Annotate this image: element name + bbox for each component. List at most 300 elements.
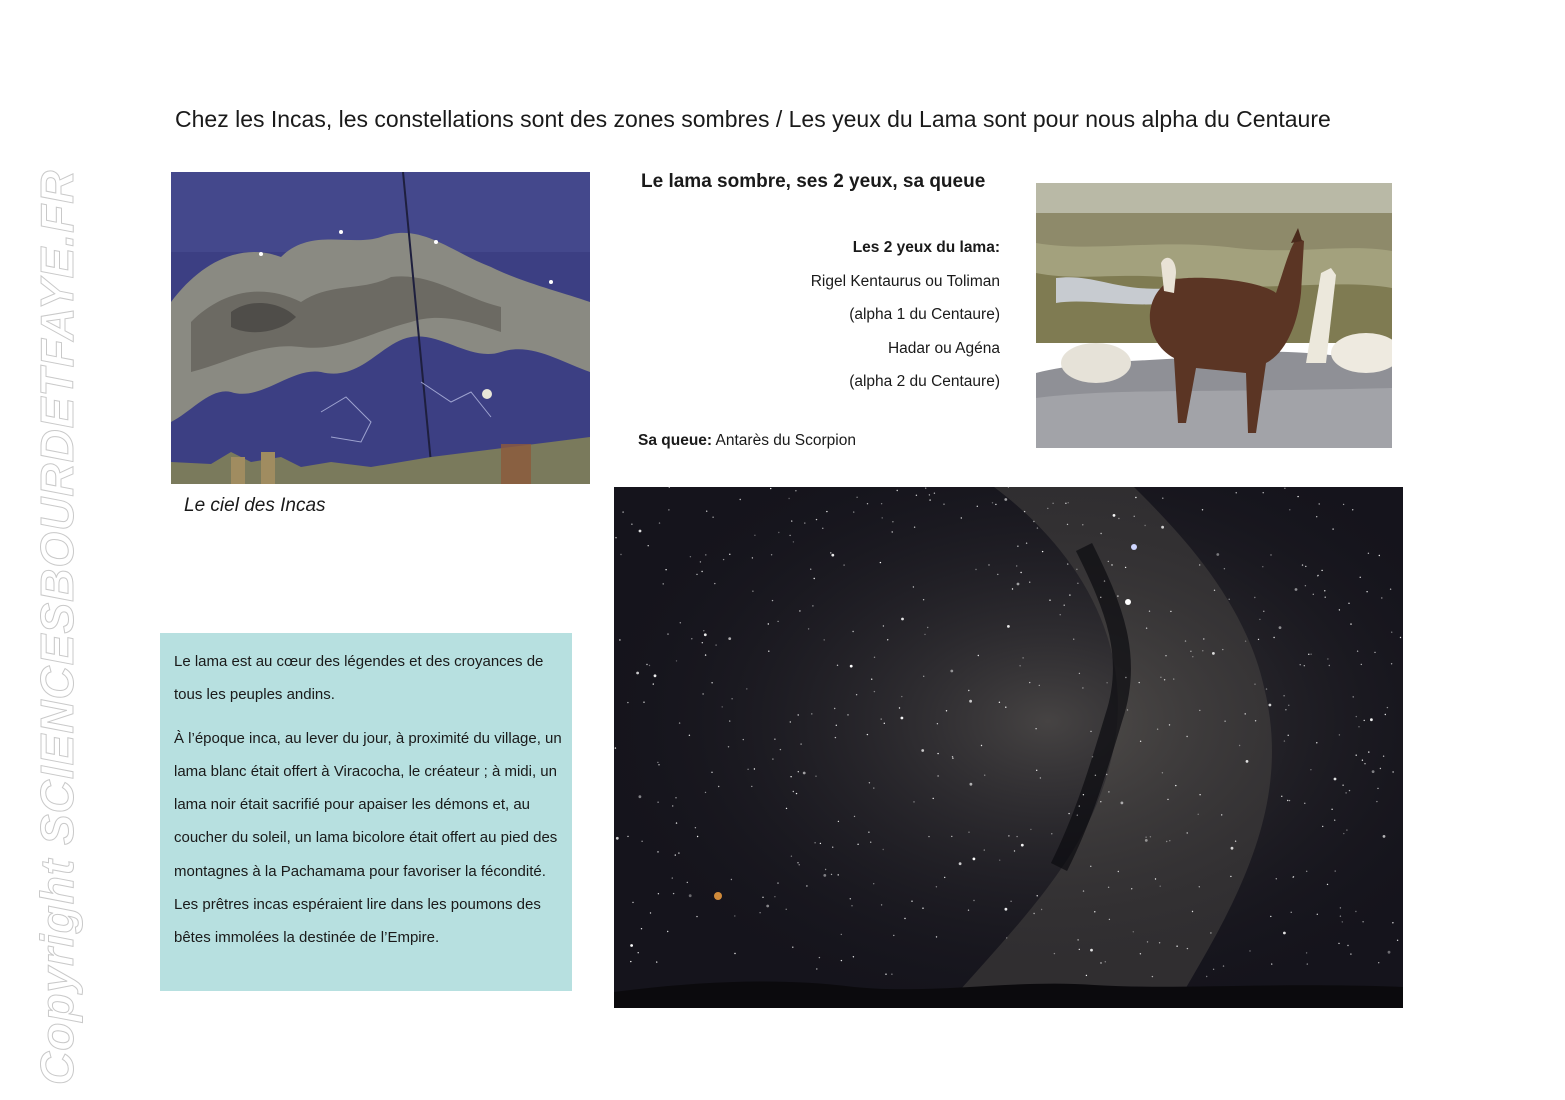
star <box>657 762 658 763</box>
star <box>1273 637 1274 638</box>
star <box>951 836 952 837</box>
star <box>1140 953 1141 954</box>
star <box>973 858 976 861</box>
star <box>1079 949 1080 950</box>
star <box>934 493 935 494</box>
star <box>929 494 930 495</box>
star <box>1104 580 1105 581</box>
star <box>1339 734 1340 735</box>
star <box>1145 839 1148 842</box>
star <box>928 836 929 837</box>
star <box>659 522 660 523</box>
star <box>1169 724 1170 725</box>
star <box>1157 729 1158 730</box>
star <box>1346 829 1347 830</box>
star <box>869 782 870 783</box>
star <box>978 655 979 656</box>
star <box>831 554 834 557</box>
star <box>1037 895 1038 896</box>
page-title: Chez les Incas, les constellations sont des zones sombres / Les yeux du Lama sont pour nous alpha du Centaure <box>175 106 1331 132</box>
star <box>788 498 789 499</box>
star <box>950 670 953 673</box>
star <box>1167 799 1168 800</box>
star <box>1019 665 1020 666</box>
star <box>1077 583 1078 584</box>
star <box>1152 976 1153 977</box>
star <box>1159 942 1160 943</box>
star <box>712 517 713 518</box>
star <box>936 936 937 937</box>
star <box>1358 726 1359 727</box>
star <box>936 886 937 887</box>
star <box>824 639 825 640</box>
star <box>883 625 884 626</box>
star <box>1213 969 1214 970</box>
star <box>746 688 747 689</box>
star <box>1160 886 1161 887</box>
star <box>922 908 923 909</box>
star <box>1007 625 1010 628</box>
star <box>943 504 944 505</box>
star <box>729 720 730 721</box>
star <box>852 631 853 632</box>
star <box>672 805 673 806</box>
star <box>654 674 657 677</box>
infobox-paragraph: À l’époque inca, au lever du jour, à proximité du village, un lama blanc était offert à Viracocha, le créateur ; à midi, un lama noir était sacrifié pour apaiser les démons et, au coucher du soleil, un lama bicolore était offert au pied des montagnes à la Pachamama pour favoriser la fécondité. Les prêtres incas espéraient lire dans les poumons des bêtes immolées la destinée de l’Empire. <box>174 729 562 947</box>
star <box>1176 946 1177 947</box>
star <box>1317 914 1318 915</box>
star <box>995 504 996 505</box>
llama-eyes-line: Rigel Kentaurus ou Toliman <box>810 272 1000 290</box>
star <box>762 897 763 898</box>
star <box>1203 638 1204 639</box>
star <box>883 849 884 850</box>
star <box>1370 718 1373 721</box>
star <box>1082 524 1083 525</box>
star <box>1008 835 1009 836</box>
star <box>632 902 633 903</box>
llama-eyes-line: (alpha 1 du Centaure) <box>849 306 1000 323</box>
star <box>678 852 679 853</box>
star <box>747 769 748 770</box>
star <box>1254 597 1255 598</box>
star <box>795 490 796 491</box>
star <box>1076 569 1077 570</box>
star <box>851 905 852 906</box>
star <box>899 707 900 708</box>
star <box>1206 976 1207 977</box>
star <box>1300 664 1301 665</box>
star <box>793 541 794 542</box>
star <box>1362 760 1363 761</box>
llama-eyes-line: Hadar ou Agéna <box>887 339 1000 357</box>
star <box>1169 840 1170 841</box>
star <box>1366 591 1367 592</box>
star <box>1327 884 1328 885</box>
star <box>1108 561 1109 562</box>
star <box>881 503 882 504</box>
star <box>806 885 807 886</box>
star <box>798 771 799 772</box>
star <box>689 894 692 897</box>
star <box>1283 932 1286 935</box>
star <box>959 862 962 865</box>
star <box>714 583 715 584</box>
star <box>1343 833 1344 834</box>
star <box>999 860 1000 861</box>
star <box>1305 566 1306 567</box>
star <box>1288 735 1289 736</box>
star <box>1106 682 1107 683</box>
star <box>873 883 874 884</box>
star <box>969 700 972 703</box>
star <box>810 569 811 570</box>
star <box>854 816 855 817</box>
star <box>1304 803 1305 804</box>
star <box>1113 514 1116 517</box>
star <box>1368 553 1369 554</box>
inca-sky-painting <box>171 172 590 484</box>
star <box>923 599 924 600</box>
star <box>1223 965 1224 966</box>
star <box>1135 497 1136 498</box>
star <box>1258 639 1259 640</box>
star <box>1100 962 1101 963</box>
star <box>988 564 989 565</box>
star <box>1353 696 1354 697</box>
star <box>1073 639 1074 640</box>
star <box>1005 908 1008 911</box>
star <box>1077 815 1078 816</box>
star <box>825 869 826 870</box>
star <box>1026 543 1027 544</box>
star <box>751 786 752 787</box>
star <box>616 837 619 840</box>
star <box>639 795 642 798</box>
star <box>1356 716 1357 717</box>
star <box>1108 887 1109 888</box>
star <box>937 753 938 754</box>
star <box>1235 841 1236 842</box>
star <box>911 901 912 902</box>
star <box>867 734 868 735</box>
star <box>923 676 924 677</box>
star <box>1288 705 1289 706</box>
star <box>1254 684 1255 685</box>
star <box>1100 597 1101 598</box>
star <box>1392 922 1393 923</box>
star <box>1147 941 1148 942</box>
star <box>1198 814 1199 815</box>
star <box>650 912 651 913</box>
star <box>638 952 639 953</box>
star <box>1146 628 1147 629</box>
llama-eyes-header: Les 2 yeux du lama: <box>852 239 1000 256</box>
star <box>992 502 993 503</box>
star <box>1332 528 1333 529</box>
star <box>711 682 712 683</box>
star <box>1005 707 1006 708</box>
star <box>675 854 676 855</box>
star <box>1035 728 1036 729</box>
star <box>615 747 616 748</box>
star <box>1140 741 1141 742</box>
star <box>680 622 681 623</box>
star <box>729 554 730 555</box>
star <box>771 554 772 555</box>
star <box>823 874 826 877</box>
star <box>665 569 666 570</box>
star <box>804 522 805 523</box>
star <box>1186 736 1187 737</box>
star <box>631 524 632 525</box>
star <box>1086 975 1087 976</box>
star <box>880 562 881 563</box>
star <box>1338 943 1339 944</box>
star <box>734 953 735 954</box>
star <box>921 749 924 752</box>
star <box>832 847 833 848</box>
star <box>968 910 969 911</box>
star <box>1004 498 1007 501</box>
star <box>690 556 691 557</box>
star <box>857 844 858 845</box>
star <box>1006 937 1007 938</box>
star <box>791 520 792 521</box>
star <box>1246 760 1249 763</box>
star <box>798 714 799 715</box>
star <box>691 638 692 639</box>
star <box>1347 945 1348 946</box>
star <box>1352 509 1353 510</box>
star <box>1190 651 1191 652</box>
milky-way-photo <box>614 487 1403 1008</box>
star <box>1310 654 1311 655</box>
star <box>1224 568 1225 569</box>
star <box>1029 582 1030 583</box>
star <box>901 618 904 621</box>
star <box>1039 685 1040 686</box>
star <box>882 517 883 518</box>
star <box>1236 492 1237 493</box>
star <box>777 621 778 622</box>
star <box>672 877 673 878</box>
star <box>1192 656 1193 657</box>
star <box>676 660 677 661</box>
star <box>830 552 831 553</box>
star <box>977 506 978 507</box>
star <box>1202 509 1203 510</box>
star <box>687 882 688 883</box>
star <box>937 775 938 776</box>
star <box>1162 498 1163 499</box>
star <box>1380 768 1381 769</box>
star <box>893 935 894 936</box>
star <box>731 698 732 699</box>
star <box>1331 809 1332 810</box>
star <box>1131 888 1132 889</box>
star <box>791 856 792 857</box>
star <box>1222 649 1223 650</box>
star <box>704 633 707 636</box>
star <box>1390 589 1391 590</box>
star <box>706 511 707 512</box>
star <box>1092 756 1093 757</box>
star <box>927 627 928 628</box>
star <box>1304 665 1305 666</box>
star <box>1022 657 1023 658</box>
star <box>1229 599 1230 600</box>
star <box>1289 800 1290 801</box>
star <box>808 628 809 629</box>
star <box>1350 623 1351 624</box>
star <box>812 605 813 606</box>
star <box>1391 632 1392 633</box>
star <box>697 836 698 837</box>
star <box>770 488 771 489</box>
star <box>834 708 835 709</box>
star <box>1202 650 1203 651</box>
star <box>835 737 836 738</box>
star <box>1149 611 1150 612</box>
star <box>1364 720 1365 721</box>
star <box>984 849 985 850</box>
star <box>774 896 775 897</box>
star <box>1017 583 1020 586</box>
star <box>1340 916 1341 917</box>
star <box>1316 516 1317 517</box>
star <box>1068 502 1069 503</box>
star <box>970 783 973 786</box>
star <box>701 571 702 572</box>
star <box>619 639 620 640</box>
star <box>1052 503 1053 504</box>
star <box>1029 682 1030 683</box>
star <box>657 802 658 803</box>
star <box>641 841 642 842</box>
star <box>814 578 815 579</box>
star <box>1383 835 1386 838</box>
star <box>997 574 998 575</box>
star <box>1069 594 1070 595</box>
star <box>657 851 658 852</box>
star <box>1079 805 1080 806</box>
star <box>981 745 982 746</box>
star <box>1322 826 1323 827</box>
star <box>881 718 882 719</box>
star <box>728 746 729 747</box>
star <box>1173 678 1174 679</box>
star <box>1289 509 1290 510</box>
star <box>1379 555 1380 556</box>
star <box>705 792 706 793</box>
star <box>1017 546 1018 547</box>
star <box>1342 921 1343 922</box>
star <box>799 864 800 865</box>
star <box>887 639 888 640</box>
star <box>826 511 827 512</box>
star <box>1067 563 1068 564</box>
star <box>1105 961 1106 962</box>
star <box>1121 802 1124 805</box>
star <box>1145 837 1146 838</box>
star <box>1381 597 1382 598</box>
star <box>1302 564 1303 565</box>
star <box>874 657 875 658</box>
star <box>777 882 778 883</box>
star <box>1100 533 1101 534</box>
star <box>850 898 851 899</box>
star <box>1306 952 1307 953</box>
llama-tail-label: Sa queue: <box>638 432 713 449</box>
star <box>667 633 668 634</box>
star <box>815 776 816 777</box>
star <box>615 537 616 538</box>
star <box>803 772 806 775</box>
star <box>797 862 798 863</box>
star <box>1329 665 1330 666</box>
star <box>663 583 664 584</box>
star <box>1325 597 1326 598</box>
star <box>901 696 902 697</box>
star <box>1068 813 1069 814</box>
star <box>873 787 874 788</box>
star <box>847 714 848 715</box>
star <box>1221 814 1222 815</box>
star <box>1090 866 1091 867</box>
star <box>768 651 769 652</box>
star <box>772 758 773 759</box>
star <box>667 931 668 932</box>
star <box>1255 720 1256 721</box>
star <box>1295 588 1298 591</box>
star <box>1030 829 1031 830</box>
star <box>1051 833 1052 834</box>
star <box>1335 870 1336 871</box>
star <box>1357 651 1358 652</box>
star <box>1324 590 1325 591</box>
star <box>695 827 696 828</box>
star <box>656 961 657 962</box>
star <box>1094 911 1095 912</box>
star <box>871 679 872 680</box>
star <box>1161 526 1164 529</box>
star <box>952 756 953 757</box>
star <box>822 528 823 529</box>
star <box>975 569 976 570</box>
star <box>1024 511 1025 512</box>
star <box>1090 731 1091 732</box>
star <box>1291 912 1292 913</box>
star <box>1356 755 1357 756</box>
star <box>904 918 905 919</box>
star <box>1348 603 1349 604</box>
star <box>843 564 844 565</box>
star <box>1391 663 1392 664</box>
star <box>1118 871 1119 872</box>
star <box>1049 600 1050 601</box>
star <box>1166 841 1167 842</box>
star <box>627 836 628 837</box>
star <box>1279 626 1282 629</box>
star <box>1125 677 1126 678</box>
star <box>1077 939 1078 940</box>
star <box>811 713 812 714</box>
star <box>1064 605 1065 606</box>
star <box>1033 913 1034 914</box>
star <box>705 554 706 555</box>
star <box>1054 953 1055 954</box>
